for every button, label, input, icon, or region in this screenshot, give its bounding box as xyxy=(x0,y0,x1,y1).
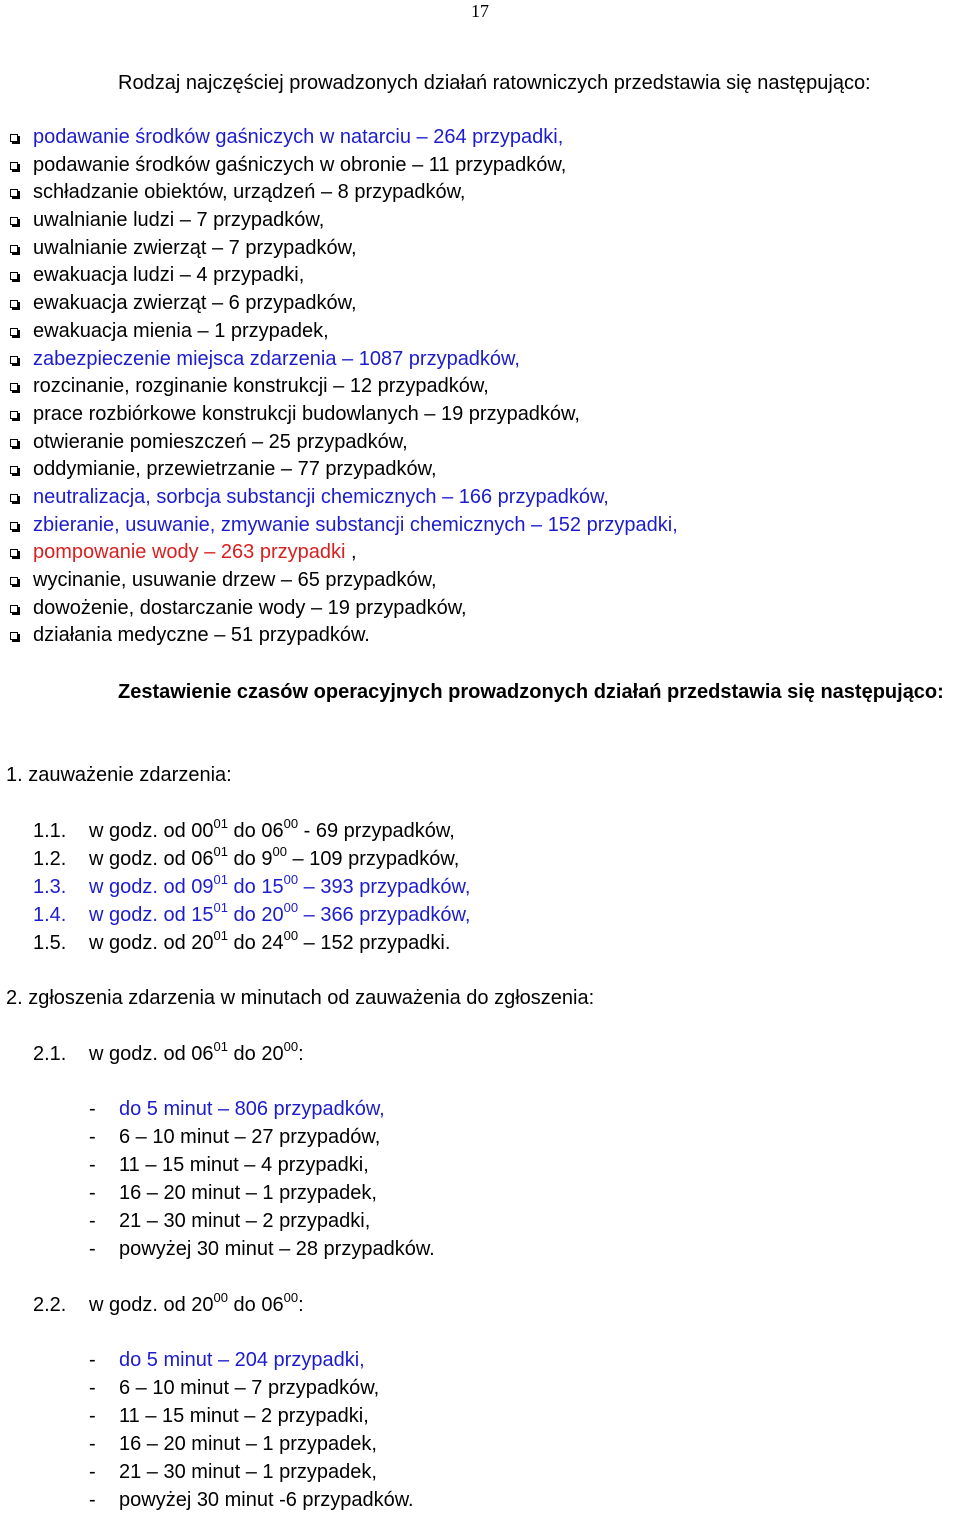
superscript-minutes: 01 xyxy=(213,928,228,943)
list-item-text: schładzanie obiektów, urządzeń – 8 przypadków, xyxy=(33,181,466,204)
row-text-to: do 20 xyxy=(228,904,284,926)
list-item-text: działania medyczne – 51 przypadków. xyxy=(33,624,370,647)
dash-bullet: - xyxy=(89,1126,96,1148)
row-text-to: do 24 xyxy=(228,932,284,954)
row-text-from: w godz. od 00 xyxy=(89,820,214,842)
dash-list-item xyxy=(89,1179,377,1207)
row-text-to: do 06 xyxy=(228,820,284,842)
row-text-to: do 15 xyxy=(228,876,284,898)
superscript-minutes: 00 xyxy=(283,1290,299,1305)
row-text-from: w godz. od 20 xyxy=(89,932,214,954)
list-item-text: pompowanie wody – 263 przypadki xyxy=(33,541,346,564)
dash-bullet: - xyxy=(89,1210,96,1232)
row-text-count: : xyxy=(298,1043,304,1065)
dash-item-text: 6 – 10 minut – 7 przypadków, xyxy=(119,1377,380,1399)
row-text-from: w godz. od 06 xyxy=(89,848,214,870)
list-item xyxy=(0,373,960,401)
checkbox-bullet-icon xyxy=(10,189,18,197)
dash-list-item xyxy=(89,1346,365,1374)
checkbox-bullet-icon xyxy=(10,162,18,170)
checkbox-bullet-icon xyxy=(10,494,18,502)
page-number: 17 xyxy=(471,1,489,21)
dash-list-item xyxy=(89,1458,377,1486)
time-range-row xyxy=(33,1040,304,1068)
checkbox-bullet-icon xyxy=(10,134,18,142)
list-item-text: zabezpieczenie miejsca zdarzenia – 1087 przypadków, xyxy=(33,347,520,370)
list-item xyxy=(0,456,960,484)
superscript-minutes: 00 xyxy=(283,1039,299,1054)
dash-bullet: - xyxy=(89,1154,96,1176)
checkbox-bullet-icon xyxy=(10,300,18,308)
checkbox-bullet-icon xyxy=(10,383,18,391)
dash-list-item xyxy=(89,1374,379,1402)
checkbox-bullet-icon xyxy=(10,356,18,364)
list-item xyxy=(0,318,960,346)
row-text-count: – 366 przypadków, xyxy=(298,904,471,926)
list-item-text: ewakuacja zwierząt – 6 przypadków, xyxy=(33,292,357,315)
list-item xyxy=(0,179,960,207)
list-item-text: neutralizacja, sorbcja substancji chemicznych – 166 przypadków, xyxy=(33,485,609,508)
row-number: 1.3. xyxy=(33,876,67,898)
dash-bullet: - xyxy=(89,1349,96,1371)
row-number: 1.4. xyxy=(33,904,67,926)
superscript-minutes: 00 xyxy=(283,872,299,887)
list-item xyxy=(0,262,960,290)
list-item-text: ewakuacja mienia – 1 przypadek, xyxy=(33,319,329,342)
checkbox-bullet-icon xyxy=(10,605,18,613)
dash-list-item xyxy=(89,1430,377,1458)
dash-item-text: 11 – 15 minut – 2 przypadki, xyxy=(119,1405,369,1427)
list-item-text: wycinanie, usuwanie drzew – 65 przypadków, xyxy=(33,569,437,591)
list-item-text: ewakuacja ludzi – 4 przypadki, xyxy=(33,264,305,287)
intro-paragraph xyxy=(6,70,956,97)
list-item xyxy=(0,235,960,263)
row-text-from: w godz. od 20 xyxy=(89,1294,214,1316)
list-item xyxy=(0,346,960,374)
list-item xyxy=(0,207,960,235)
superscript-minutes: 01 xyxy=(213,816,228,831)
dash-item-text: 11 – 15 minut – 4 przypadki, xyxy=(119,1154,369,1176)
list-item-text: podawanie środków gaśniczych w obronie – 11 przypadków, xyxy=(33,153,567,176)
checkbox-bullet-icon xyxy=(10,632,18,640)
superscript-minutes: 01 xyxy=(213,872,228,887)
list-item-text: rozcinanie, rozginanie konstrukcji – 12 przypadków, xyxy=(33,375,489,398)
row-text-from: w godz. od 09 xyxy=(89,876,214,898)
list-item-suffix: , xyxy=(345,541,357,564)
list-item-text: uwalnianie ludzi – 7 przypadków, xyxy=(33,209,325,232)
row-text-from: w godz. od 06 xyxy=(89,1043,214,1065)
checkbox-bullet-icon xyxy=(10,549,18,557)
checkbox-bullet-icon xyxy=(10,577,18,585)
list-item-text: uwalnianie zwierząt – 7 przypadków, xyxy=(33,236,357,259)
checkbox-bullet-icon xyxy=(10,522,18,530)
rescue-actions-list xyxy=(0,124,960,650)
row-text-to: do 06 xyxy=(228,1294,284,1316)
dash-item-text: powyżej 30 minut – 28 przypadków. xyxy=(119,1238,435,1260)
checkbox-bullet-icon xyxy=(10,272,18,280)
time-range-row xyxy=(33,873,470,901)
superscript-minutes: 01 xyxy=(213,844,228,859)
dash-item-text: 6 – 10 minut – 27 przypadów, xyxy=(119,1126,381,1148)
dash-list-item xyxy=(89,1235,435,1263)
dash-bullet: - xyxy=(89,1377,96,1399)
dash-list-item xyxy=(89,1123,380,1151)
dash-item-text: do 5 minut – 204 przypadki, xyxy=(119,1349,365,1371)
row-text-count: : xyxy=(298,1294,304,1316)
dash-item-text: powyżej 30 minut -6 przypadków. xyxy=(119,1489,414,1511)
time-range-row xyxy=(33,929,450,957)
list-item-text: prace rozbiórkowe konstrukcji budowlanych – 19 przypadków, xyxy=(33,402,580,425)
list-item-text: otwieranie pomieszczeń – 25 przypadków, xyxy=(33,430,408,453)
dash-bullet: - xyxy=(89,1238,96,1260)
dash-list-item xyxy=(89,1151,369,1179)
checkbox-bullet-icon xyxy=(10,245,18,253)
dash-list-item xyxy=(89,1095,385,1123)
row-text-count: – 393 przypadków, xyxy=(298,876,471,898)
dash-bullet: - xyxy=(89,1182,96,1204)
section1-title: 1. zauważenie zdarzenia: xyxy=(6,764,232,786)
row-number: 2.1. xyxy=(33,1043,67,1065)
row-text-to: do 9 xyxy=(228,848,273,870)
list-item-text: podawanie środków gaśniczych w natarciu – 264 przypadki, xyxy=(33,126,564,148)
dash-item-text: do 5 minut – 806 przypadków, xyxy=(119,1098,385,1120)
row-text-count: - 69 przypadków, xyxy=(298,820,455,842)
superscript-minutes: 00 xyxy=(283,816,299,831)
row-number: 1.2. xyxy=(33,848,67,870)
time-range-row xyxy=(33,1291,304,1319)
dash-bullet: - xyxy=(89,1405,96,1427)
row-text-count: – 152 przypadki. xyxy=(298,932,451,954)
list-item xyxy=(0,512,960,540)
dash-list-item xyxy=(89,1486,414,1514)
intro-text: Rodzaj najczęściej prowadzonych działań ratowniczych przedstawia się następująco: xyxy=(118,72,871,94)
time-range-row xyxy=(33,845,459,873)
list-item-text: dowożenie, dostarczanie wody – 19 przypadków, xyxy=(33,596,467,619)
superscript-minutes: 00 xyxy=(283,900,299,915)
section2-title: 2. zgłoszenia zdarzenia w minutach od zauważenia do zgłoszenia: xyxy=(6,987,595,1009)
dash-bullet: - xyxy=(89,1433,96,1455)
row-text-from: w godz. od 15 xyxy=(89,904,214,926)
dash-list-item xyxy=(89,1207,370,1235)
list-item xyxy=(0,124,960,152)
checkbox-bullet-icon xyxy=(10,217,18,225)
dash-bullet: - xyxy=(89,1489,96,1511)
superscript-minutes: 00 xyxy=(213,1290,228,1305)
checkbox-bullet-icon xyxy=(10,439,18,447)
list-item-text: oddymianie, przewietrzanie – 77 przypadków, xyxy=(33,458,437,481)
dash-item-text: 16 – 20 minut – 1 przypadek, xyxy=(119,1433,377,1455)
time-range-row xyxy=(33,901,470,929)
row-number: 2.2. xyxy=(33,1294,67,1316)
row-number: 1.1. xyxy=(33,820,67,842)
heading-text: Zestawienie czasów operacyjnych prowadzonych działań przedstawia się następująco: xyxy=(118,681,944,703)
checkbox-bullet-icon xyxy=(10,466,18,474)
dash-list-item xyxy=(89,1402,369,1430)
list-item xyxy=(0,567,960,595)
checkbox-bullet-icon xyxy=(10,411,18,419)
superscript-minutes: 00 xyxy=(272,844,287,859)
list-item xyxy=(0,290,960,318)
dash-item-text: 21 – 30 minut – 1 przypadek, xyxy=(119,1461,377,1483)
list-item xyxy=(0,401,960,429)
dash-bullet: - xyxy=(89,1098,96,1120)
dash-bullet: - xyxy=(89,1461,96,1483)
section-heading xyxy=(6,678,956,707)
list-item xyxy=(0,539,960,567)
time-range-row xyxy=(33,817,455,845)
row-number: 1.5. xyxy=(33,932,67,954)
list-item xyxy=(0,429,960,457)
list-item xyxy=(0,484,960,512)
list-item xyxy=(0,595,960,623)
checkbox-bullet-icon xyxy=(10,328,18,336)
superscript-minutes: 00 xyxy=(283,928,299,943)
list-item xyxy=(0,622,960,650)
row-text-count: – 109 przypadków, xyxy=(286,848,460,870)
superscript-minutes: 01 xyxy=(213,900,228,915)
dash-item-text: 16 – 20 minut – 1 przypadek, xyxy=(119,1182,377,1204)
dash-item-text: 21 – 30 minut – 2 przypadki, xyxy=(119,1210,371,1232)
list-item xyxy=(0,152,960,180)
superscript-minutes: 01 xyxy=(213,1039,228,1054)
row-text-to: do 20 xyxy=(228,1043,284,1065)
list-item-text: zbieranie, usuwanie, zmywanie substancji chemicznych – 152 przypadki, xyxy=(33,513,678,536)
